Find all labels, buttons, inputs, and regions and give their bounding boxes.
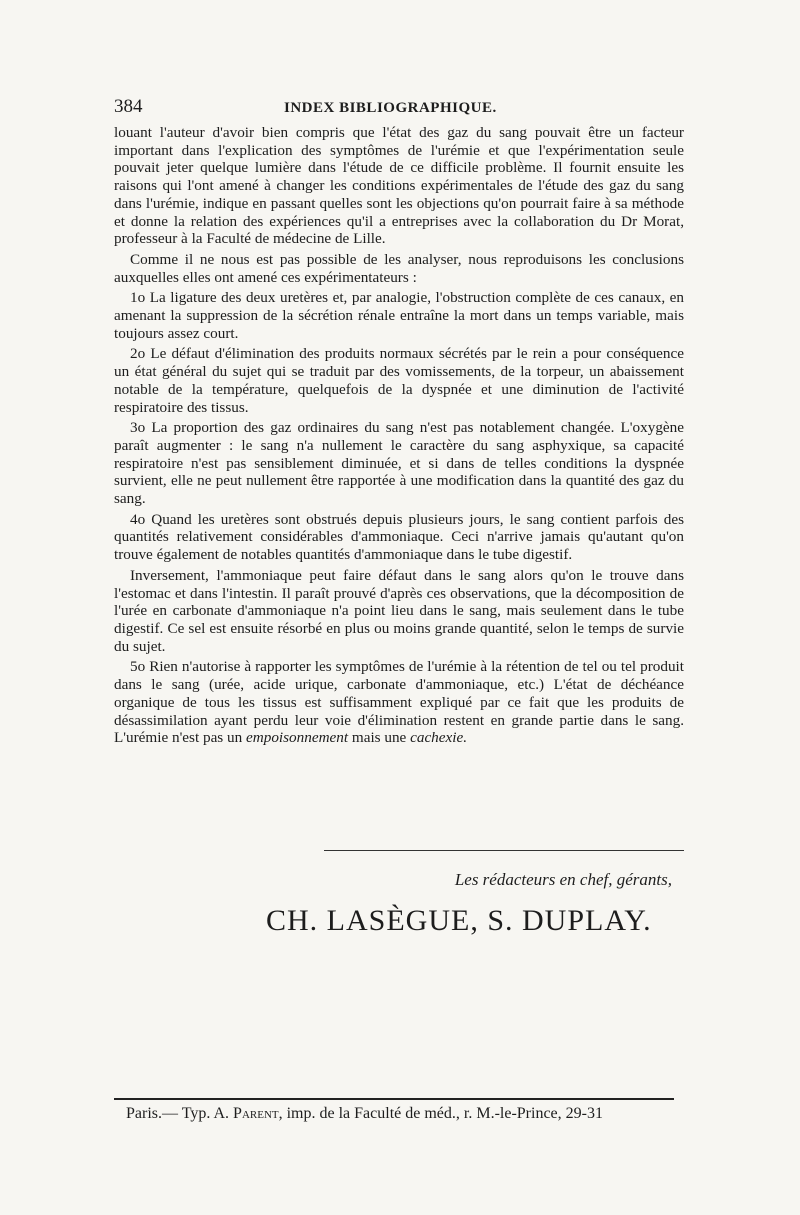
- page-header: [114, 96, 684, 124]
- page: [114, 96, 684, 747]
- paragraph: Inversement, l'ammoniaque peut faire défaut dans le sang alors qu'on le trouve dans l'estomac et dans l'intestin. Il paraît prouvé d'après ces observations, que la décomposition de l'urée en carbonate d'ammoniaque n'a point lieu dans le sang, mais seulement dans le tube digestif. Ce sel est ensuite résorbé en plus ou moins grande quantité, selon le temps de survie du sujet.: [114, 566, 684, 655]
- paragraph: 1o La ligature des deux uretères et, par analogie, l'obstruction complète de ces canaux, en amenant la suppression de la sécrétion rénale entraîne la mort dans un temps variable, mais toujours assez court.: [114, 289, 684, 342]
- body-text: [114, 124, 684, 747]
- italic-term: cachexie.: [410, 729, 468, 747]
- paragraph: 3o La proportion des gaz ordinaires du sang n'est pas notablement changée. L'oxygène paraît augmenter : le sang n'a nullement le caractère du sang asphyxique, sa capacité respiratoire n'est pas sensiblement diminuée, et si dans de telles conditions la dyspnée survient, elle ne peut nullement être rapportée à une modification dans la quantité des gaz du sang.: [114, 419, 684, 508]
- paragraph-final: [114, 658, 684, 747]
- footer-rule: [114, 1098, 674, 1100]
- italic-term: empoisonnement: [246, 729, 349, 747]
- running-title: INDEX BIBLIOGRAPHIQUE.: [284, 100, 497, 116]
- editors-names: CH. LASÈGUE, S. DUPLAY.: [266, 904, 652, 937]
- printer-imprint: [126, 1105, 686, 1123]
- printer-name: Parent: [233, 1105, 279, 1122]
- final-text: 5o Rien n'autorise à rapporter les symptômes de l'urémie à la rétention de tel ou tel produit dans le sang (urée, acide urique, carbonate d'ammoniaque, etc.) L'état de déchéance organique de tous les tissus est suffisamment expliqué par ce fait que les produits de désassimilation ayant perdu leur voie d'élimination restent en grande partie dans le sang. L'urémie n'est pas un: [114, 658, 684, 747]
- page-number: 384: [114, 96, 143, 117]
- printer-suffix: , imp. de la Faculté de méd., r. M.-le-Prince, 29-31: [278, 1105, 603, 1122]
- editors-caption: Les rédacteurs en chef, gérants,: [454, 870, 672, 889]
- signature-rule: [324, 850, 684, 851]
- paragraph: 2o Le défaut d'élimination des produits normaux sécrétés par le rein a pour conséquence un état général du sujet qui se traduit par des vomissements, de la torpeur, un abaissement notable de la température, quelquefois de la dyspnée et une diminution de l'activité respiratoire des tissus.: [114, 345, 684, 416]
- paragraph: Comme il ne nous est pas possible de les analyser, nous reproduisons les conclusions auxquelles elles ont amené ces expérimentateurs :: [114, 250, 684, 286]
- connector-text: mais une: [348, 729, 411, 747]
- paragraph: 4o Quand les uretères sont obstrués depuis plusieurs jours, le sang contient parfois des quantités relativement considérables d'ammoniaque. Ceci n'arrive jamais qu'autant qu'on trouve également de notables quantités d'ammoniaque dans le tube digestif.: [114, 510, 684, 564]
- printer-prefix: Paris.— Typ. A.: [126, 1105, 234, 1122]
- paragraph: louant l'auteur d'avoir bien compris que l'état des gaz du sang pouvait être un facteur important dans l'explication des symptômes de l'urémie et que l'expérimentation seule pouvait jeter quelque lumière dans l'étude de ce difficile problème. Il fournit ensuite les raisons qui l'ont amené à changer les conditions expérimentales de l'étude des gaz du sang dans l'urémie, indique en passant quelles sont les objections qu'on pourrait faire à sa méthode et donne la relation des expériences qu'il a entreprises avec la collaboration du Dr Morat, professeur à la Faculté de médecine de Lille.: [114, 124, 684, 248]
